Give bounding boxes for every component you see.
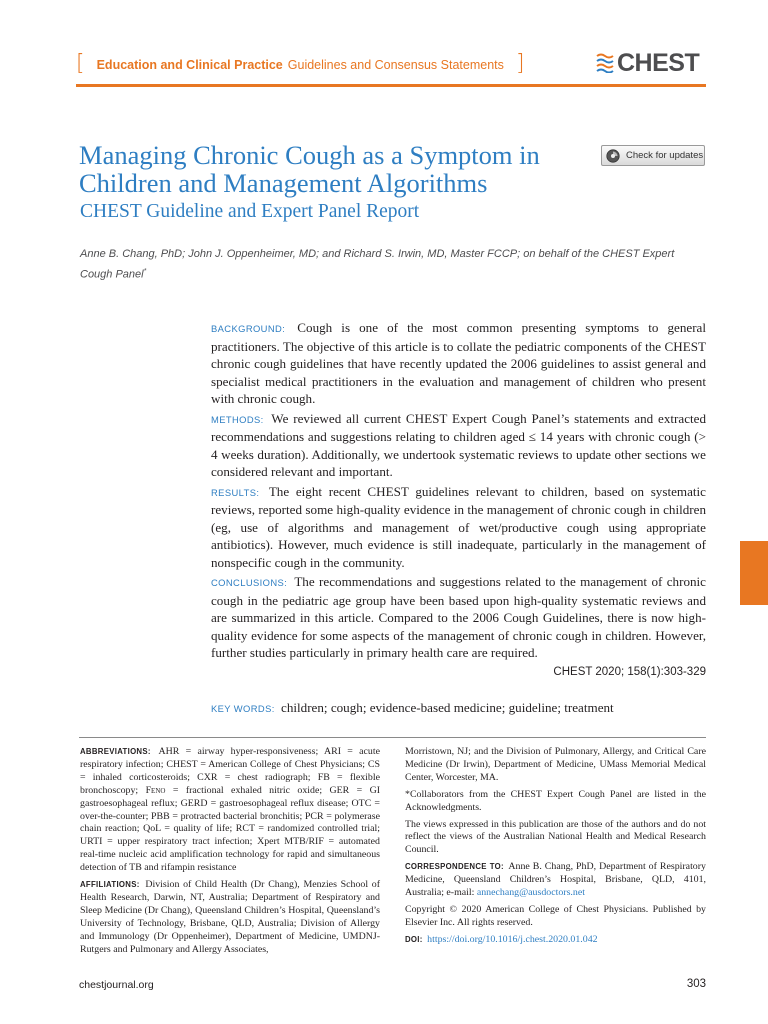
correspondence-text: Anne B. Chang, PhD, Department of Respiratory Medicine, Queensland Children’s Hospital, Brisbane, QLD, 4101, Australia; e-mail:: [405, 861, 706, 899]
doi-link[interactable]: https://doi.org/10.1016/j.chest.2020.01.042: [427, 933, 598, 945]
doi-label: DOI:: [405, 934, 423, 944]
copyright: Copyright © 2020 American College of Chest Physicians. Published by Elsevier Inc. All rights reserved.: [405, 903, 706, 928]
footnote-rule: [79, 737, 706, 738]
correspondence: [405, 861, 706, 900]
author-list: [80, 246, 708, 284]
collaborators-note: *Collaborators from the CHEST Expert Cough Panel are listed in the Acknowledgments.: [405, 788, 706, 813]
background-label: BACKGROUND:: [211, 323, 286, 334]
disclaimer: The views expressed in this publication are those of the authors and do not reflect the views of the Australian National Health and Medical Research Council.: [405, 818, 706, 856]
footnotes-left-column: [80, 746, 380, 961]
article-title: Managing Chronic Cough as a Symptom in Children and Management Algorithms: [79, 140, 540, 198]
abbreviations: [80, 746, 380, 875]
abstract-methods: [211, 410, 706, 481]
abbreviations-text-1: AHR = airway hyper-responsiveness; ARI = acute respiratory infection; CHEST = American College of Chest Physicians; CS = inhaled corticosteroids; CXR = chest radiograph; FB = flexible bronchoscopy;: [80, 746, 380, 796]
results-label: RESULTS:: [211, 486, 260, 498]
citation: CHEST 2020; 158(1):303-329: [553, 665, 706, 678]
keywords: [211, 699, 706, 718]
keywords-text: children; cough; evidence-based medicine; guideline; treatment: [281, 700, 614, 715]
chest-logo[interactable]: [596, 50, 699, 76]
check-for-updates-button[interactable]: [601, 145, 705, 166]
journal-site-link[interactable]: chestjournal.org: [79, 979, 154, 991]
left-bracket: [: [76, 50, 85, 76]
subsection-label: Guidelines and Consensus Statements: [287, 58, 504, 72]
article-subtitle: CHEST Guideline and Expert Panel Report: [80, 201, 420, 222]
running-header: [76, 52, 524, 78]
affiliations: [80, 879, 380, 956]
authors-footnote-mark: *: [143, 268, 147, 275]
section-tab: [740, 541, 768, 605]
methods-text: We reviewed all current CHEST Expert Cough Panel’s statements and extracted recommendations and suggestions relating to children aged ≤ 14 years with chronic cough (> 4 weeks duration). Additionally, we undertook systematic reviews to update other sections we considered relevant and important.: [211, 410, 706, 479]
abstract-conclusions: [211, 573, 706, 662]
crossmark-icon: [606, 149, 620, 163]
affiliations-text: Division of Child Health (Dr Chang), Menzies School of Health Research, Darwin, NT, Australia; Department of Respiratory and Sleep Medicine (Dr Chang), Queensland Children’s Hospital, Queensland’s University of Technology, Brisbane, QLD, Australia; Division of Allergy and Immunology (Dr Oppenheimer), Department of Medicine, UMDNJ-Rutgers and Pulmonary and Allergy Associates,: [80, 879, 381, 955]
correspondence-label: CORRESPONDENCE TO:: [405, 862, 504, 872]
methods-label: METHODS:: [211, 413, 264, 425]
header-rule: [76, 84, 706, 87]
keywords-label: KEY WORDS:: [211, 703, 275, 714]
right-bracket: ]: [515, 50, 525, 76]
affiliations-label: AFFILIATIONS:: [80, 880, 140, 890]
doi: [405, 934, 706, 947]
logo-text: CHEST: [617, 48, 700, 77]
chest-logo-icon: [596, 53, 614, 73]
email-link[interactable]: annechang@ausdoctors.net: [476, 887, 585, 899]
abstract-background: [211, 319, 706, 408]
results-text: The eight recent CHEST guidelines relevant to children, based on systematic reviews, reported some high-quality evidence in the management of chronic cough in children (eg, use of algorithms and management of wet/productive cough using appropriate antibiotics). However, much evidence is still inadequate, particularly in the management of nonspecific cough in the community.: [211, 483, 706, 570]
abbreviations-feno: Feno: [145, 784, 166, 796]
abbreviations-label: ABBREVIATIONS:: [80, 747, 151, 756]
conclusions-label: CONCLUSIONS:: [211, 577, 288, 588]
background-text: Cough is one of the most common presenting symptoms to general practitioners. The objective of this article is to collate the pediatric components of the CHEST chronic cough guidelines that have recently updated the 2006 guidelines to assist general and specialist medical practitioners in the evaluation and management of children who present with chronic cough.: [211, 320, 706, 406]
abstract: [211, 319, 706, 720]
authors-text: Anne B. Chang, PhD; John J. Oppenheimer, MD; and Richard S. Irwin, MD, Master FCCP; on behalf of the CHEST Expert Cough Panel: [80, 248, 675, 281]
abstract-results: [211, 483, 706, 572]
conclusions-text: The recommendations and suggestions related to the management of chronic cough in the pediatric age group have been based upon high-quality systematic reviews and are summarized in this article. Compared to the 2006 Cough Guidelines, there is now high-quality evidence for some aspects of the management of chronic cough in children. However, further studies particularly in primary health care are required.: [211, 574, 706, 660]
page-number: 303: [686, 978, 706, 990]
abbreviations-text-2: = fractional exhaled nitric oxide; GER = GI gastroesophageal reflux; GERD = gastroesophageal reflux disease; OTC = over-the-counter; PBB = protracted bacterial bronchitis; PCR = polymerase chain reaction; QoL = quality of life; RCT = randomized controlled trial; URTI = upper respiratory tract infection; Xpert MTB/RIF = automated real-time nucleic acid amplification technology for rapid and simultaneous detection of TB and rifampin resistance: [80, 784, 381, 874]
section-label: Education and Clinical Practice: [96, 58, 283, 72]
check-for-updates-label: Check for updates: [626, 150, 704, 161]
affiliations-continued: Morristown, NJ; and the Division of Pulmonary, Allergy, and Critical Care Medicine (Dr Irwin), Department of Medicine, UMass Memorial Medical Center, Worcester, MA.: [405, 746, 706, 783]
footnotes-right-column: [405, 746, 706, 951]
